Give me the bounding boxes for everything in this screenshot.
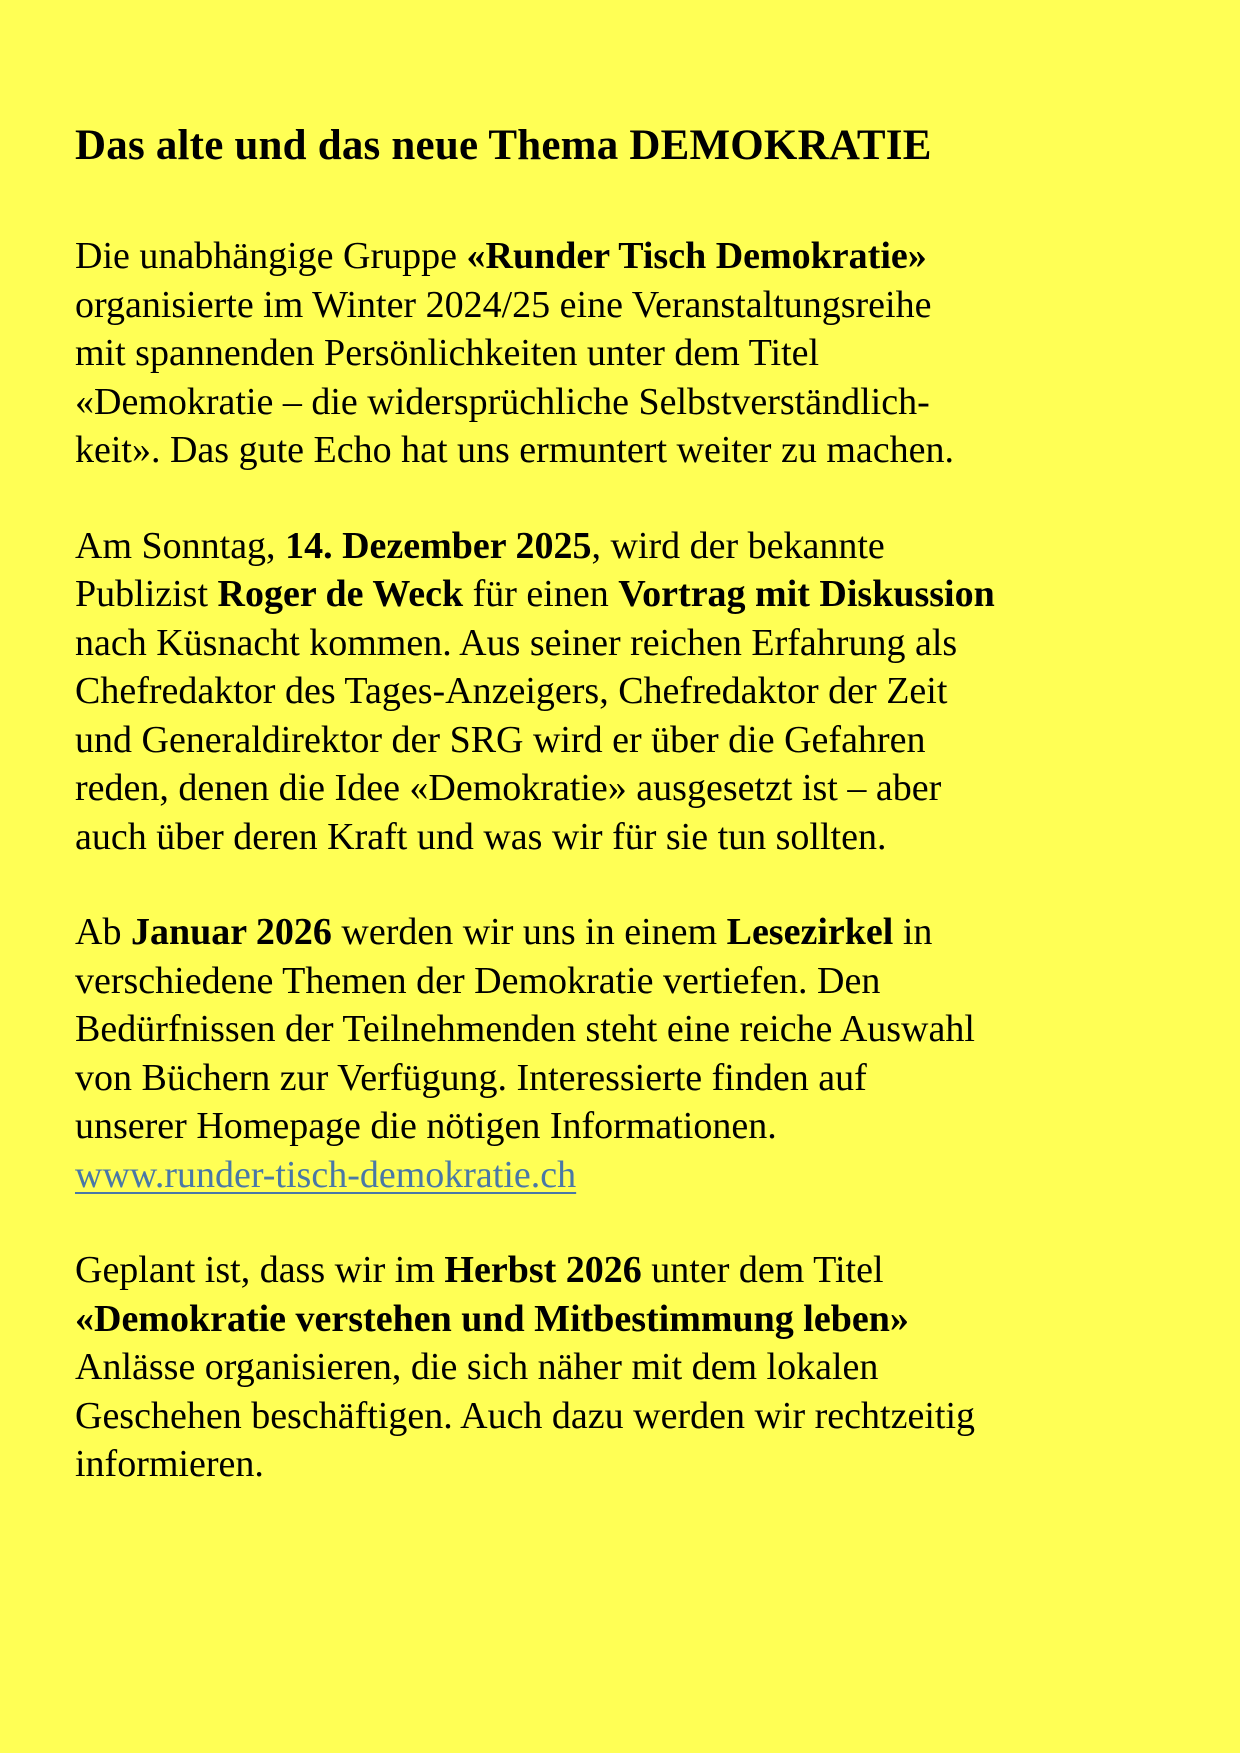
reading-text-1e: in <box>893 911 933 953</box>
group-name: «Runder Tisch Demokratie» <box>466 235 927 277</box>
lecture-line-2 <box>75 570 1185 619</box>
reading-date: Januar 2026 <box>130 911 332 953</box>
autumn-line-2 <box>75 1295 1185 1344</box>
autumn-text-1a: Geplant ist, dass wir im <box>75 1249 445 1291</box>
page-title: Das alte und das neue Thema DEMOKRATIE <box>75 122 932 169</box>
lecture-text-1a: Am Sonntag, <box>75 524 286 567</box>
reading-line-5: unserer Homepage die nötigen Informationen. <box>75 1105 777 1147</box>
reading-text-1a: Ab <box>75 911 131 953</box>
flyer-page <box>75 118 1185 1536</box>
reading-line-4: von Büchern zur Verfügung. Interessierte finden auf <box>75 1056 867 1099</box>
lecture-text-1c: , wird der bekannte <box>591 524 885 567</box>
lecture-date: 14. Dezember 2025 <box>285 524 592 567</box>
lecture-line-4: Chefredaktor des Tages-Anzeigers, Chefredaktor der Zeit <box>75 670 948 712</box>
lecture-text-2c: für einen <box>463 573 619 615</box>
lecture-line-6: reden, denen die Idee «Demokratie» ausgesetzt ist – aber <box>75 767 942 809</box>
lecture-paragraph <box>75 522 1185 862</box>
event-type: Vortrag mit Diskussion <box>618 573 995 615</box>
intro-line-3: mit spannenden Persönlichkeiten unter dem Titel <box>75 332 820 374</box>
intro-line-1 <box>75 232 1185 281</box>
intro-line-5: keit». Das gute Echo hat uns ermuntert weiter zu machen. <box>75 429 954 471</box>
reading-line-2: verschiedene Themen der Demokratie vertiefen. Den <box>75 959 881 1002</box>
autumn-line-1 <box>75 1246 1185 1295</box>
lecture-text-2a: Publizist <box>75 573 218 615</box>
intro-paragraph <box>75 232 1185 475</box>
autumn-line-5: informieren. <box>75 1443 264 1485</box>
lecture-line-1 <box>75 522 1185 571</box>
reading-text-1c: werden wir uns in einem <box>331 911 727 953</box>
intro-line-2: organisierte im Winter 2024/25 eine Veranstaltungsreihe <box>75 283 932 326</box>
reading-circle-name: Lesezirkel <box>726 911 894 953</box>
lecture-line-3: nach Küsnacht kommen. Aus seiner reichen Erfahrung als <box>75 621 958 664</box>
reading-circle-paragraph <box>75 908 1185 1199</box>
website-link[interactable]: www.runder-tisch-demokratie.ch <box>75 1153 577 1196</box>
reading-line-1 <box>75 908 1185 957</box>
autumn-date: Herbst 2026 <box>444 1249 642 1291</box>
lecture-line-7: auch über deren Kraft und was wir für sie tun sollten. <box>75 815 887 858</box>
intro-text-1: Die unabhängige Gruppe <box>75 235 467 277</box>
lecture-line-5: und Generaldirektor der SRG wird er über die Gefahren <box>75 718 926 761</box>
website-line <box>75 1151 1185 1200</box>
autumn-paragraph <box>75 1246 1185 1489</box>
speaker-name: Roger de Weck <box>217 573 464 615</box>
autumn-line-3: Anlässe organisieren, die sich näher mit dem lokalen <box>75 1346 879 1388</box>
autumn-line-4: Geschehen beschäftigen. Auch dazu werden wir rechtzeitig <box>75 1394 975 1437</box>
intro-line-4: «Demokratie – die widersprüchliche Selbstverständlich- <box>75 380 930 423</box>
autumn-title: «Demokratie verstehen und Mitbestimmung leben» <box>75 1297 909 1340</box>
reading-line-3: Bedürfnissen der Teilnehmenden steht eine reiche Auswahl <box>75 1008 975 1050</box>
autumn-text-1c: unter dem Titel <box>641 1249 884 1291</box>
